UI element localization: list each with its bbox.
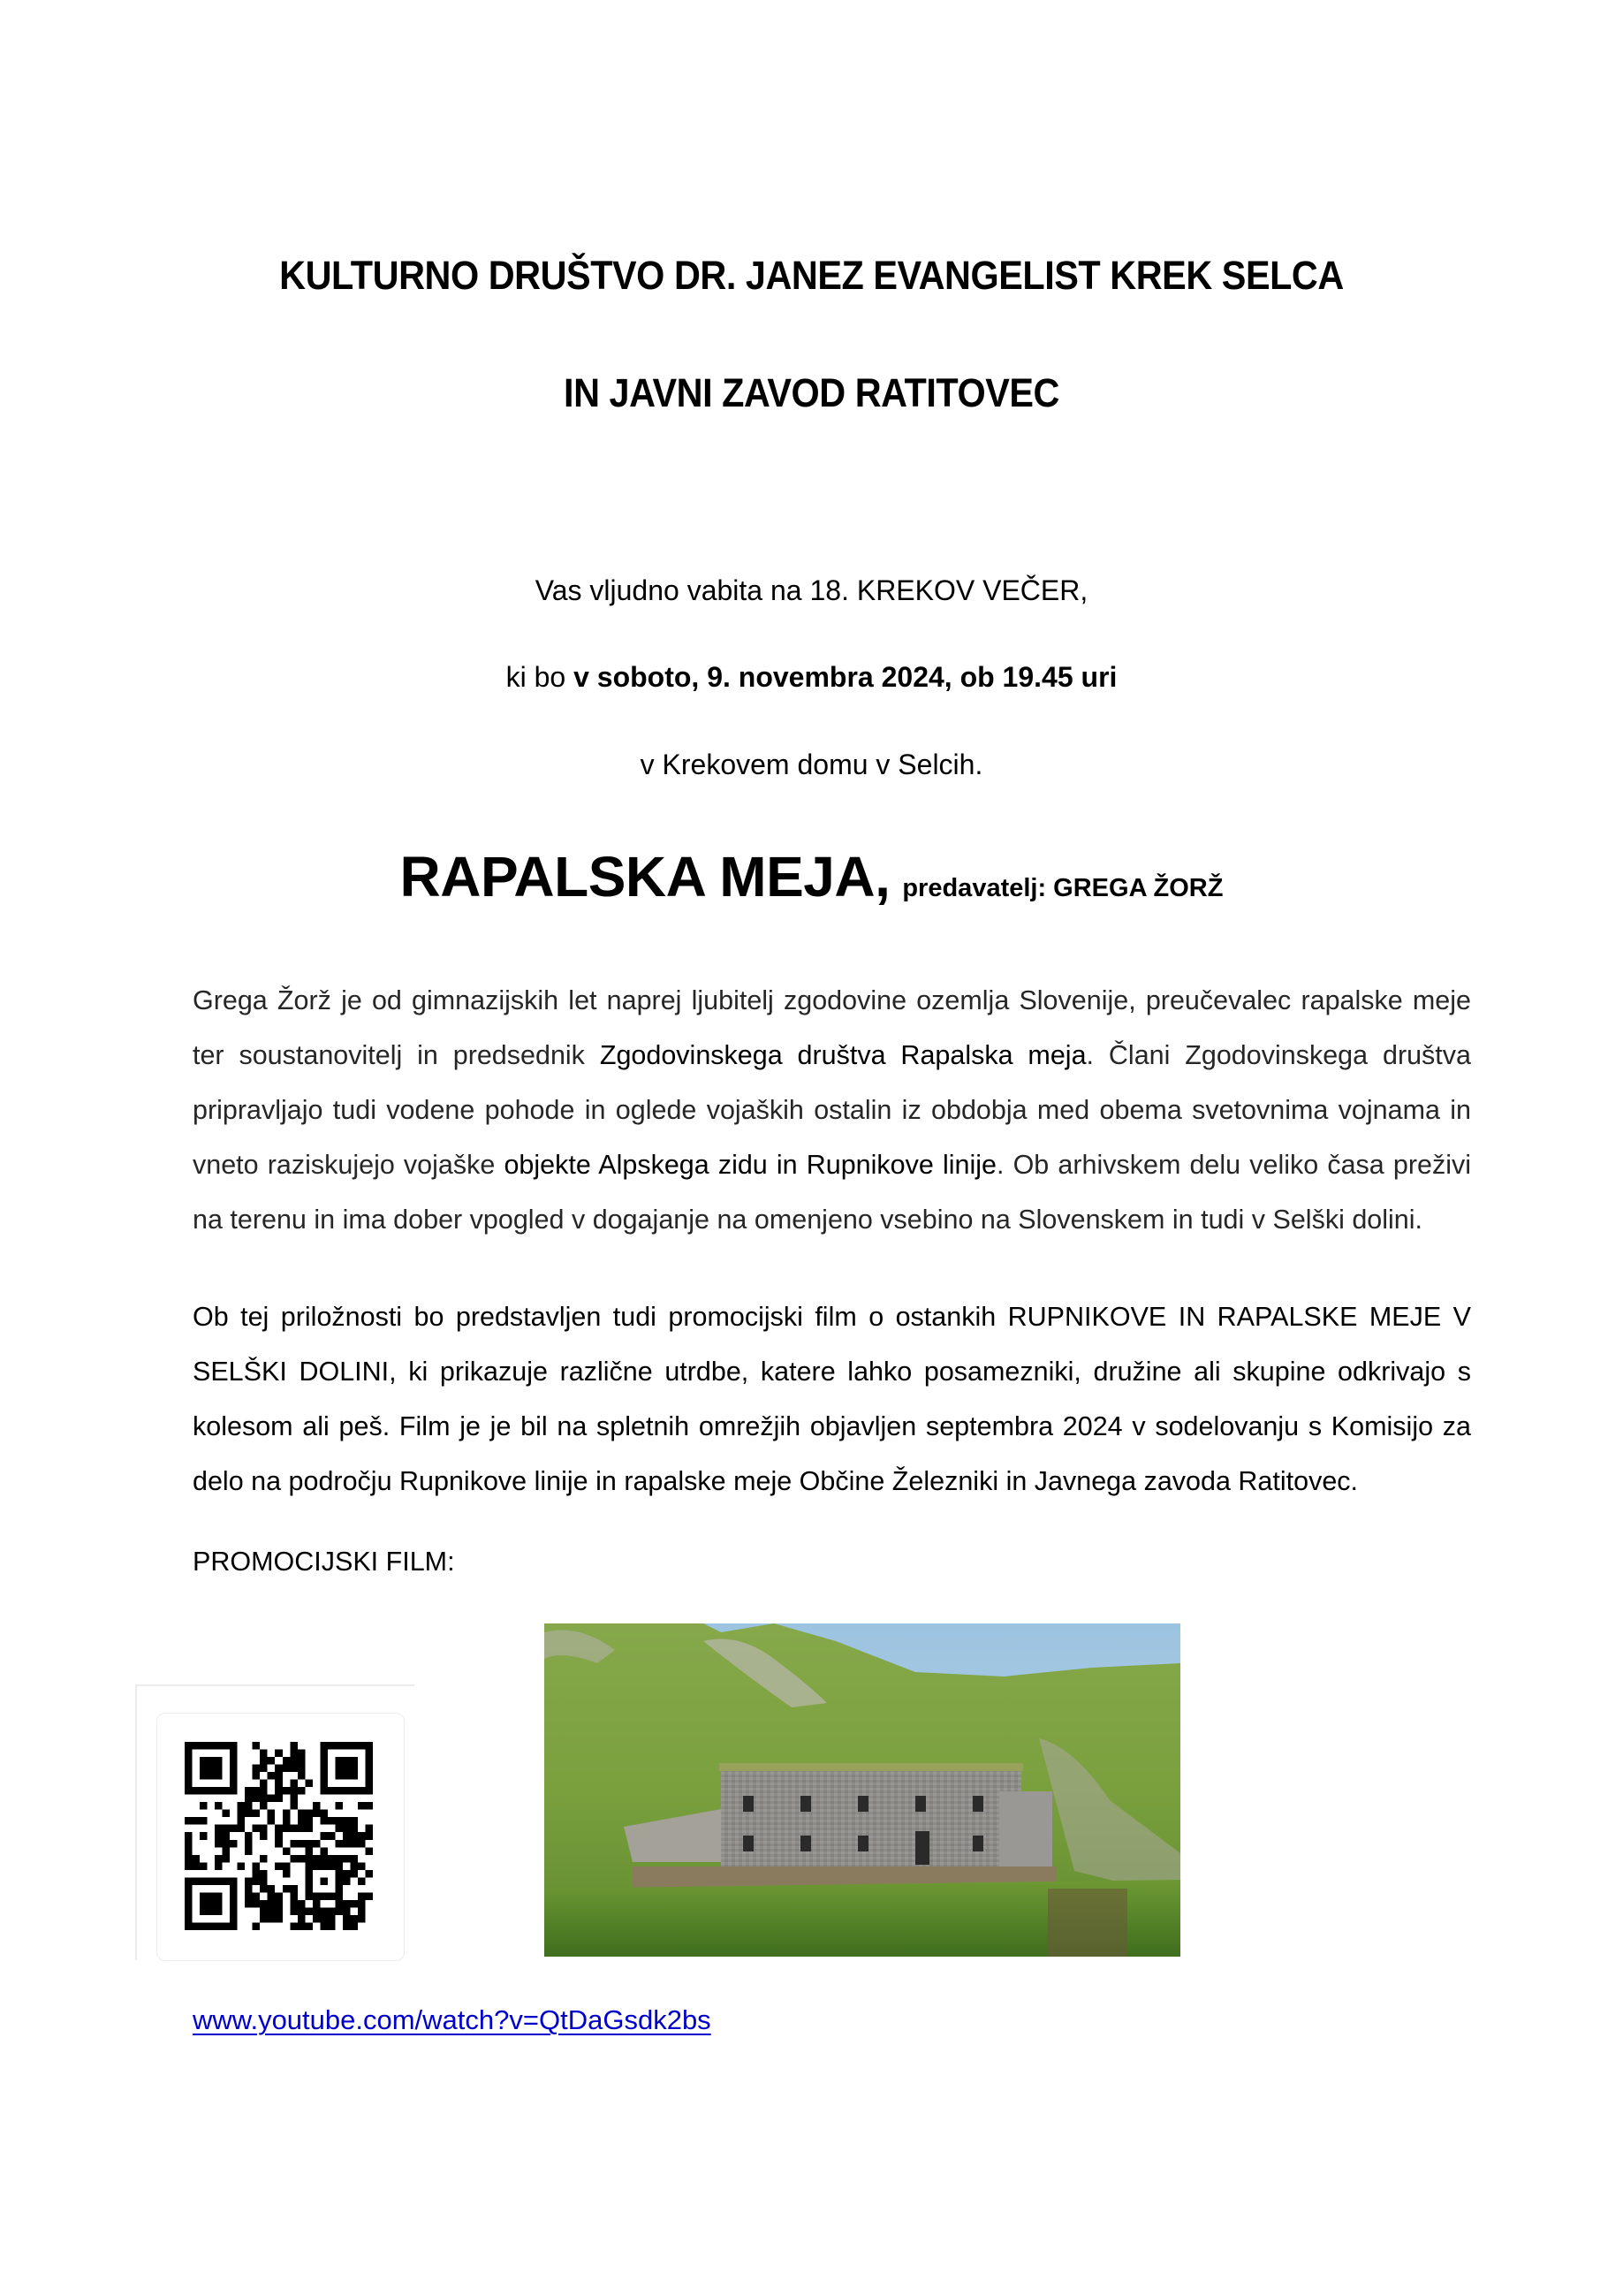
invitation-line1: Vas vljudno vabita na 18. KREKOV VEČER, <box>535 574 1088 606</box>
society-name: Zgodovinskega društva Rapalska meja <box>599 1040 1087 1070</box>
organizer-heading-line1: KULTURNO DRUŠTVO DR. JANEZ EVANGELIST KREK SELCA <box>279 253 1344 298</box>
invitation-line2-prefix: ki bo <box>505 661 574 693</box>
fortifications-name: objekte Alpskega zidu in Rupnikove linije <box>504 1150 997 1180</box>
event-title-main: RAPALSKA MEJA, <box>399 845 891 909</box>
bio-text-part1: Grega Žorž je od gimnazijskih let naprej ljubitelj zgodovine ozemlja Slovenije, preučevalec rapalske meje ter soustanovitelj in predsednik <box>193 985 1471 1070</box>
youtube-link[interactable]: www.youtube.com/watch?v=QtDaGsdk2bs <box>193 2004 711 2035</box>
film-description-paragraph: Ob tej priložnosti bo predstavljen tudi promocijski film o ostankih RUPNIKOVE IN RAPALSKE MEJE V SELŠKI DOLINI, ki prikazuje različne utrdbe, katere lahko posamezniki, družine ali skupine odkrivajo s kolesom ali peš. Film je je bil na spletnih omrežjih objavljen septembra 2024 v sodelovanju s Komisijo za delo na področju Rupnikove linije in rapalske meje Občine Železniki in Javnega zavoda Ratitovec. <box>193 1302 1471 1496</box>
event-speaker: predavatelj: GREGA ŽORŽ <box>902 874 1224 902</box>
barracks-building <box>721 1769 1021 1866</box>
speaker-bio-paragraph <box>193 973 1471 1247</box>
fortress-photo <box>544 1623 1180 1957</box>
bio-text-part3: . Ob arhivskem delu veliko časa preživi na terenu in ima dober vpogled v dogajanje na omenjeno vsebino na Slovenskem in tudi v Selški dolini. <box>193 1150 1471 1235</box>
event-date-time: v soboto, 9. novembra 2024, ob 19.45 uri <box>573 661 1118 693</box>
organizer-heading-line2: IN JAVNI ZAVOD RATITOVEC <box>564 370 1059 415</box>
bio-text-part2: . Člani Zgodovinskega društva pripravljajo tudi vodene pohode in oglede vojaških ostalin iz obdobja med obema svetovnima vojnama in vneto raziskujejo vojaške <box>193 1040 1471 1180</box>
building-tower <box>999 1791 1052 1866</box>
invitation-line2 <box>0 661 1623 694</box>
qr-code-icon[interactable] <box>185 1742 373 1930</box>
event-title <box>0 844 1623 909</box>
promo-film-label: PROMOCIJSKI FILM: <box>193 1547 455 1577</box>
dirt-bank <box>1048 1889 1127 1957</box>
invitation-location: v Krekovem domu v Selcih. <box>640 749 983 780</box>
grass-roof <box>719 1763 1023 1771</box>
